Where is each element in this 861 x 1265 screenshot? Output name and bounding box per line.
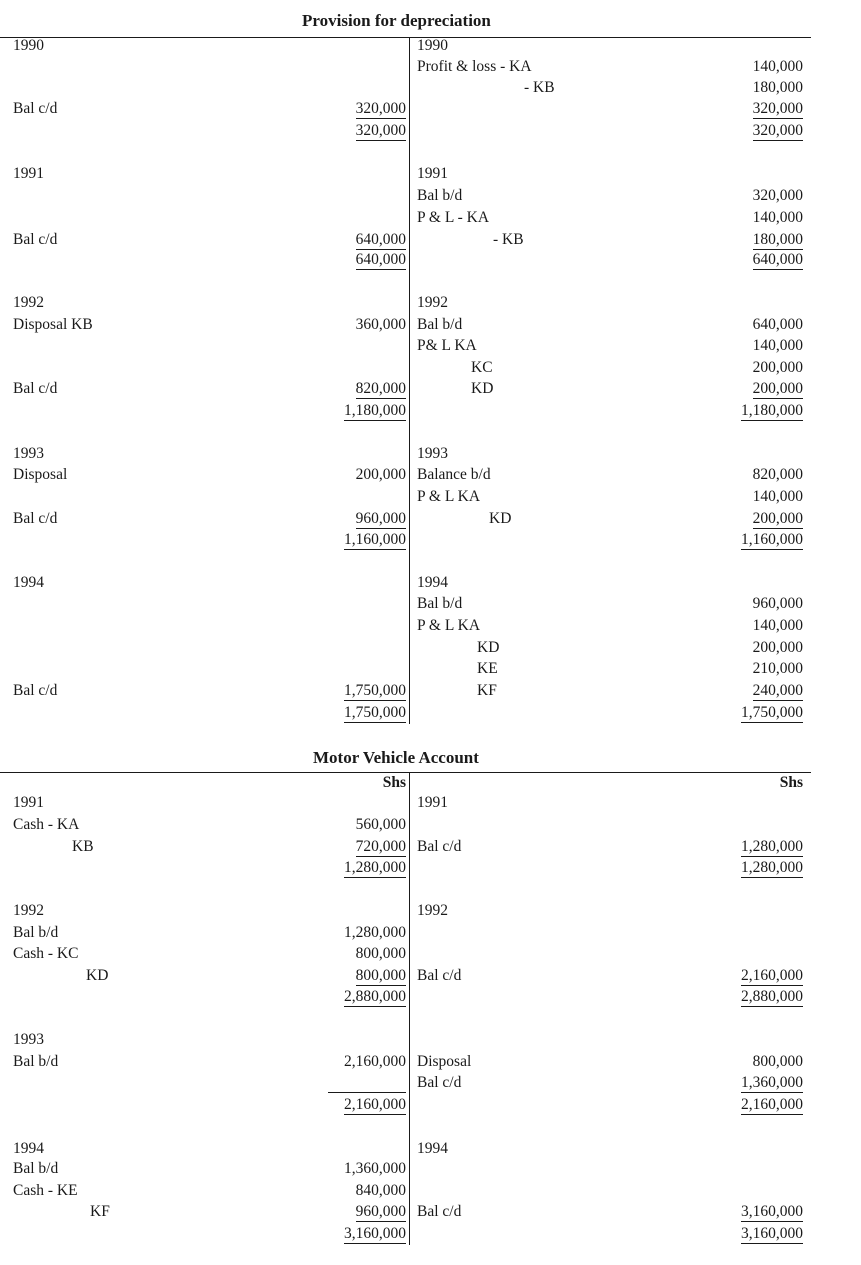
- prov-1990-right-year: 1990: [417, 37, 448, 54]
- prov-1990-right-amount-0: 140,000: [752, 58, 803, 75]
- prov-1993-right-amount-2: 200,000: [752, 510, 803, 527]
- prov-1992-right-amount-1: 140,000: [752, 337, 803, 354]
- prov-1992-right-year: 1992: [417, 294, 448, 311]
- prov-1991-left-label: Bal c/d: [13, 231, 58, 248]
- prov-1993-left-amount-1: 960,000: [355, 510, 406, 527]
- mv-1994-right-total: 3,160,000: [741, 1225, 803, 1242]
- prov-1991-right-year: 1991: [417, 165, 448, 182]
- prov-1990-right-total: 320,000: [752, 122, 803, 139]
- prov-1994-right-label-1: P & L KA: [417, 617, 481, 634]
- prov-1990-left-total: 320,000: [355, 122, 406, 139]
- mv-1992-left-amount-0: 1,280,000: [344, 924, 406, 941]
- mv-1994-left-amount-2: 960,000: [355, 1203, 406, 1220]
- prov-1991-right-label-1: P & L - KA: [417, 209, 490, 226]
- mv-1993-right-amount-0: 800,000: [752, 1053, 803, 1070]
- mv-1991-left-year: 1991: [13, 794, 44, 811]
- prov-1992-right-label-1: P& L KA: [417, 337, 477, 354]
- prov-1993-right-year: 1993: [417, 445, 448, 462]
- prov-1992-left-label-1: Bal c/d: [13, 380, 58, 397]
- mv-1993-left-label-0: Bal b/d: [13, 1053, 59, 1070]
- prov-1992-left-amount-0: 360,000: [355, 316, 406, 333]
- mv-1994-left-total: 3,160,000: [344, 1225, 406, 1242]
- motor-currency-right: Shs: [779, 774, 803, 791]
- prov-1993-right-label-0: Balance b/d: [417, 466, 491, 483]
- prov-1993-left-label-1: Bal c/d: [13, 510, 58, 527]
- motor-top-rule: [0, 772, 811, 773]
- mv-1994-right-year: 1994: [417, 1140, 448, 1157]
- prov-1992-right-label-3: KD: [471, 380, 494, 397]
- prov-1991-left-year: 1991: [13, 165, 44, 182]
- prov-1992-right-total: 1,180,000: [741, 402, 803, 419]
- mv-1993-left-amount-0: 2,160,000: [344, 1053, 406, 1070]
- mv-1992-right-total: 2,880,000: [741, 988, 803, 1005]
- mv-1994-right-amount-0: 3,160,000: [741, 1203, 803, 1220]
- provision-title: Provision for depreciation: [302, 11, 491, 30]
- mv-1993-right-label-0: Disposal: [417, 1053, 472, 1070]
- mv-1994-left-year: 1994: [13, 1140, 44, 1157]
- prov-1994-right-total: 1,750,000: [741, 704, 803, 721]
- prov-1994-left-year: 1994: [13, 574, 44, 591]
- prov-1991-right-label-0: Bal b/d: [417, 187, 463, 204]
- prov-1994-right-label-0: Bal b/d: [417, 595, 463, 612]
- mv-1993-left-rule: [328, 1092, 406, 1093]
- prov-1992-left-total: 1,180,000: [344, 402, 406, 419]
- prov-1994-right-label-4: KF: [477, 682, 497, 699]
- mv-1992-right-year: 1992: [417, 902, 448, 919]
- mv-1992-left-label-0: Bal b/d: [13, 924, 59, 941]
- prov-1994-right-year: 1994: [417, 574, 448, 591]
- prov-1990-right-label-0: Profit & loss - KA: [417, 58, 532, 75]
- mv-1992-left-label-1: Cash - KC: [13, 945, 79, 962]
- prov-1993-right-amount-0: 820,000: [752, 466, 803, 483]
- mv-1992-left-total: 2,880,000: [344, 988, 406, 1005]
- mv-1991-right-amount-0: 1,280,000: [741, 838, 803, 855]
- prov-1994-right-amount-3: 210,000: [752, 660, 803, 677]
- mv-1992-left-amount-1: 800,000: [355, 945, 406, 962]
- prov-1991-right-label-2: - KB: [493, 231, 524, 248]
- prov-1994-left-total: 1,750,000: [344, 704, 406, 721]
- mv-1993-left-total: 2,160,000: [344, 1096, 406, 1113]
- prov-1993-right-amount-1: 140,000: [752, 488, 803, 505]
- prov-1991-right-amount-0: 320,000: [752, 187, 803, 204]
- mv-1991-right-year: 1991: [417, 794, 448, 811]
- prov-1992-right-amount-0: 640,000: [752, 316, 803, 333]
- mv-1991-left-label-1: KB: [72, 838, 94, 855]
- prov-1990-right-label-1: - KB: [524, 79, 555, 96]
- mv-1992-left-label-2: KD: [86, 967, 109, 984]
- prov-1991-right-total: 640,000: [752, 251, 803, 268]
- prov-1992-left-label-0: Disposal KB: [13, 316, 93, 333]
- mv-1991-left-total: 1,280,000: [344, 859, 406, 876]
- provision-top-rule: [0, 37, 811, 38]
- motor-title: Motor Vehicle Account: [313, 748, 479, 767]
- mv-1994-left-label-1: Cash - KE: [13, 1182, 78, 1199]
- prov-1990-left-label: Bal c/d: [13, 100, 58, 117]
- mv-1993-right-label-1: Bal c/d: [417, 1074, 462, 1091]
- mv-1993-right-total: 2,160,000: [741, 1096, 803, 1113]
- mv-1993-right-amount-1: 1,360,000: [741, 1074, 803, 1091]
- prov-1994-right-amount-4: 240,000: [752, 682, 803, 699]
- mv-1991-left-amount-1: 720,000: [355, 838, 406, 855]
- mv-1994-left-label-2: KF: [90, 1203, 110, 1220]
- prov-1993-right-label-2: KD: [489, 510, 512, 527]
- prov-1994-right-amount-0: 960,000: [752, 595, 803, 612]
- prov-1991-left-total: 640,000: [355, 251, 406, 268]
- prov-1991-left-amount: 640,000: [355, 231, 406, 248]
- mv-1994-right-label-0: Bal c/d: [417, 1203, 462, 1220]
- prov-1992-left-amount-1: 820,000: [355, 380, 406, 397]
- provision-center-rule: [409, 37, 410, 724]
- prov-1991-right-amount-1: 140,000: [752, 209, 803, 226]
- prov-1991-right-amount-2: 180,000: [752, 231, 803, 248]
- mv-1992-left-year: 1992: [13, 902, 44, 919]
- prov-1990-right-amount-1: 180,000: [752, 79, 803, 96]
- mv-1992-right-label-0: Bal c/d: [417, 967, 462, 984]
- prov-1993-right-total: 1,160,000: [741, 531, 803, 548]
- prov-1994-right-amount-1: 140,000: [752, 617, 803, 634]
- mv-1992-right-amount-0: 2,160,000: [741, 967, 803, 984]
- prov-1990-left-amount: 320,000: [355, 100, 406, 117]
- prov-1992-right-label-0: Bal b/d: [417, 316, 463, 333]
- prov-1992-right-label-2: KC: [471, 359, 493, 376]
- prov-1994-left-label: Bal c/d: [13, 682, 58, 699]
- prov-1993-left-total: 1,160,000: [344, 531, 406, 548]
- prov-1990-right-amount-2: 320,000: [752, 100, 803, 117]
- mv-1991-right-label-0: Bal c/d: [417, 838, 462, 855]
- prov-1993-right-label-1: P & L KA: [417, 488, 481, 505]
- prov-1993-left-amount-0: 200,000: [355, 466, 406, 483]
- prov-1993-left-year: 1993: [13, 445, 44, 462]
- prov-1994-right-label-3: KE: [477, 660, 498, 677]
- mv-1991-left-amount-0: 560,000: [355, 816, 406, 833]
- mv-1994-left-amount-0: 1,360,000: [344, 1160, 406, 1177]
- prov-1992-left-year: 1992: [13, 294, 44, 311]
- motor-currency-left: Shs: [382, 774, 406, 791]
- mv-1994-left-label-0: Bal b/d: [13, 1160, 59, 1177]
- prov-1994-right-label-2: KD: [477, 639, 500, 656]
- prov-1992-right-amount-3: 200,000: [752, 380, 803, 397]
- mv-1994-left-amount-1: 840,000: [355, 1182, 406, 1199]
- prov-1993-left-label-0: Disposal: [13, 466, 68, 483]
- mv-1992-left-amount-2: 800,000: [355, 967, 406, 984]
- prov-1994-right-amount-2: 200,000: [752, 639, 803, 656]
- prov-1992-right-amount-2: 200,000: [752, 359, 803, 376]
- mv-1991-right-total: 1,280,000: [741, 859, 803, 876]
- prov-1994-left-amount: 1,750,000: [344, 682, 406, 699]
- mv-1991-left-label-0: Cash - KA: [13, 816, 80, 833]
- prov-1990-left-year: 1990: [13, 37, 44, 54]
- mv-1993-left-year: 1993: [13, 1031, 44, 1048]
- motor-center-rule: [409, 772, 410, 1245]
